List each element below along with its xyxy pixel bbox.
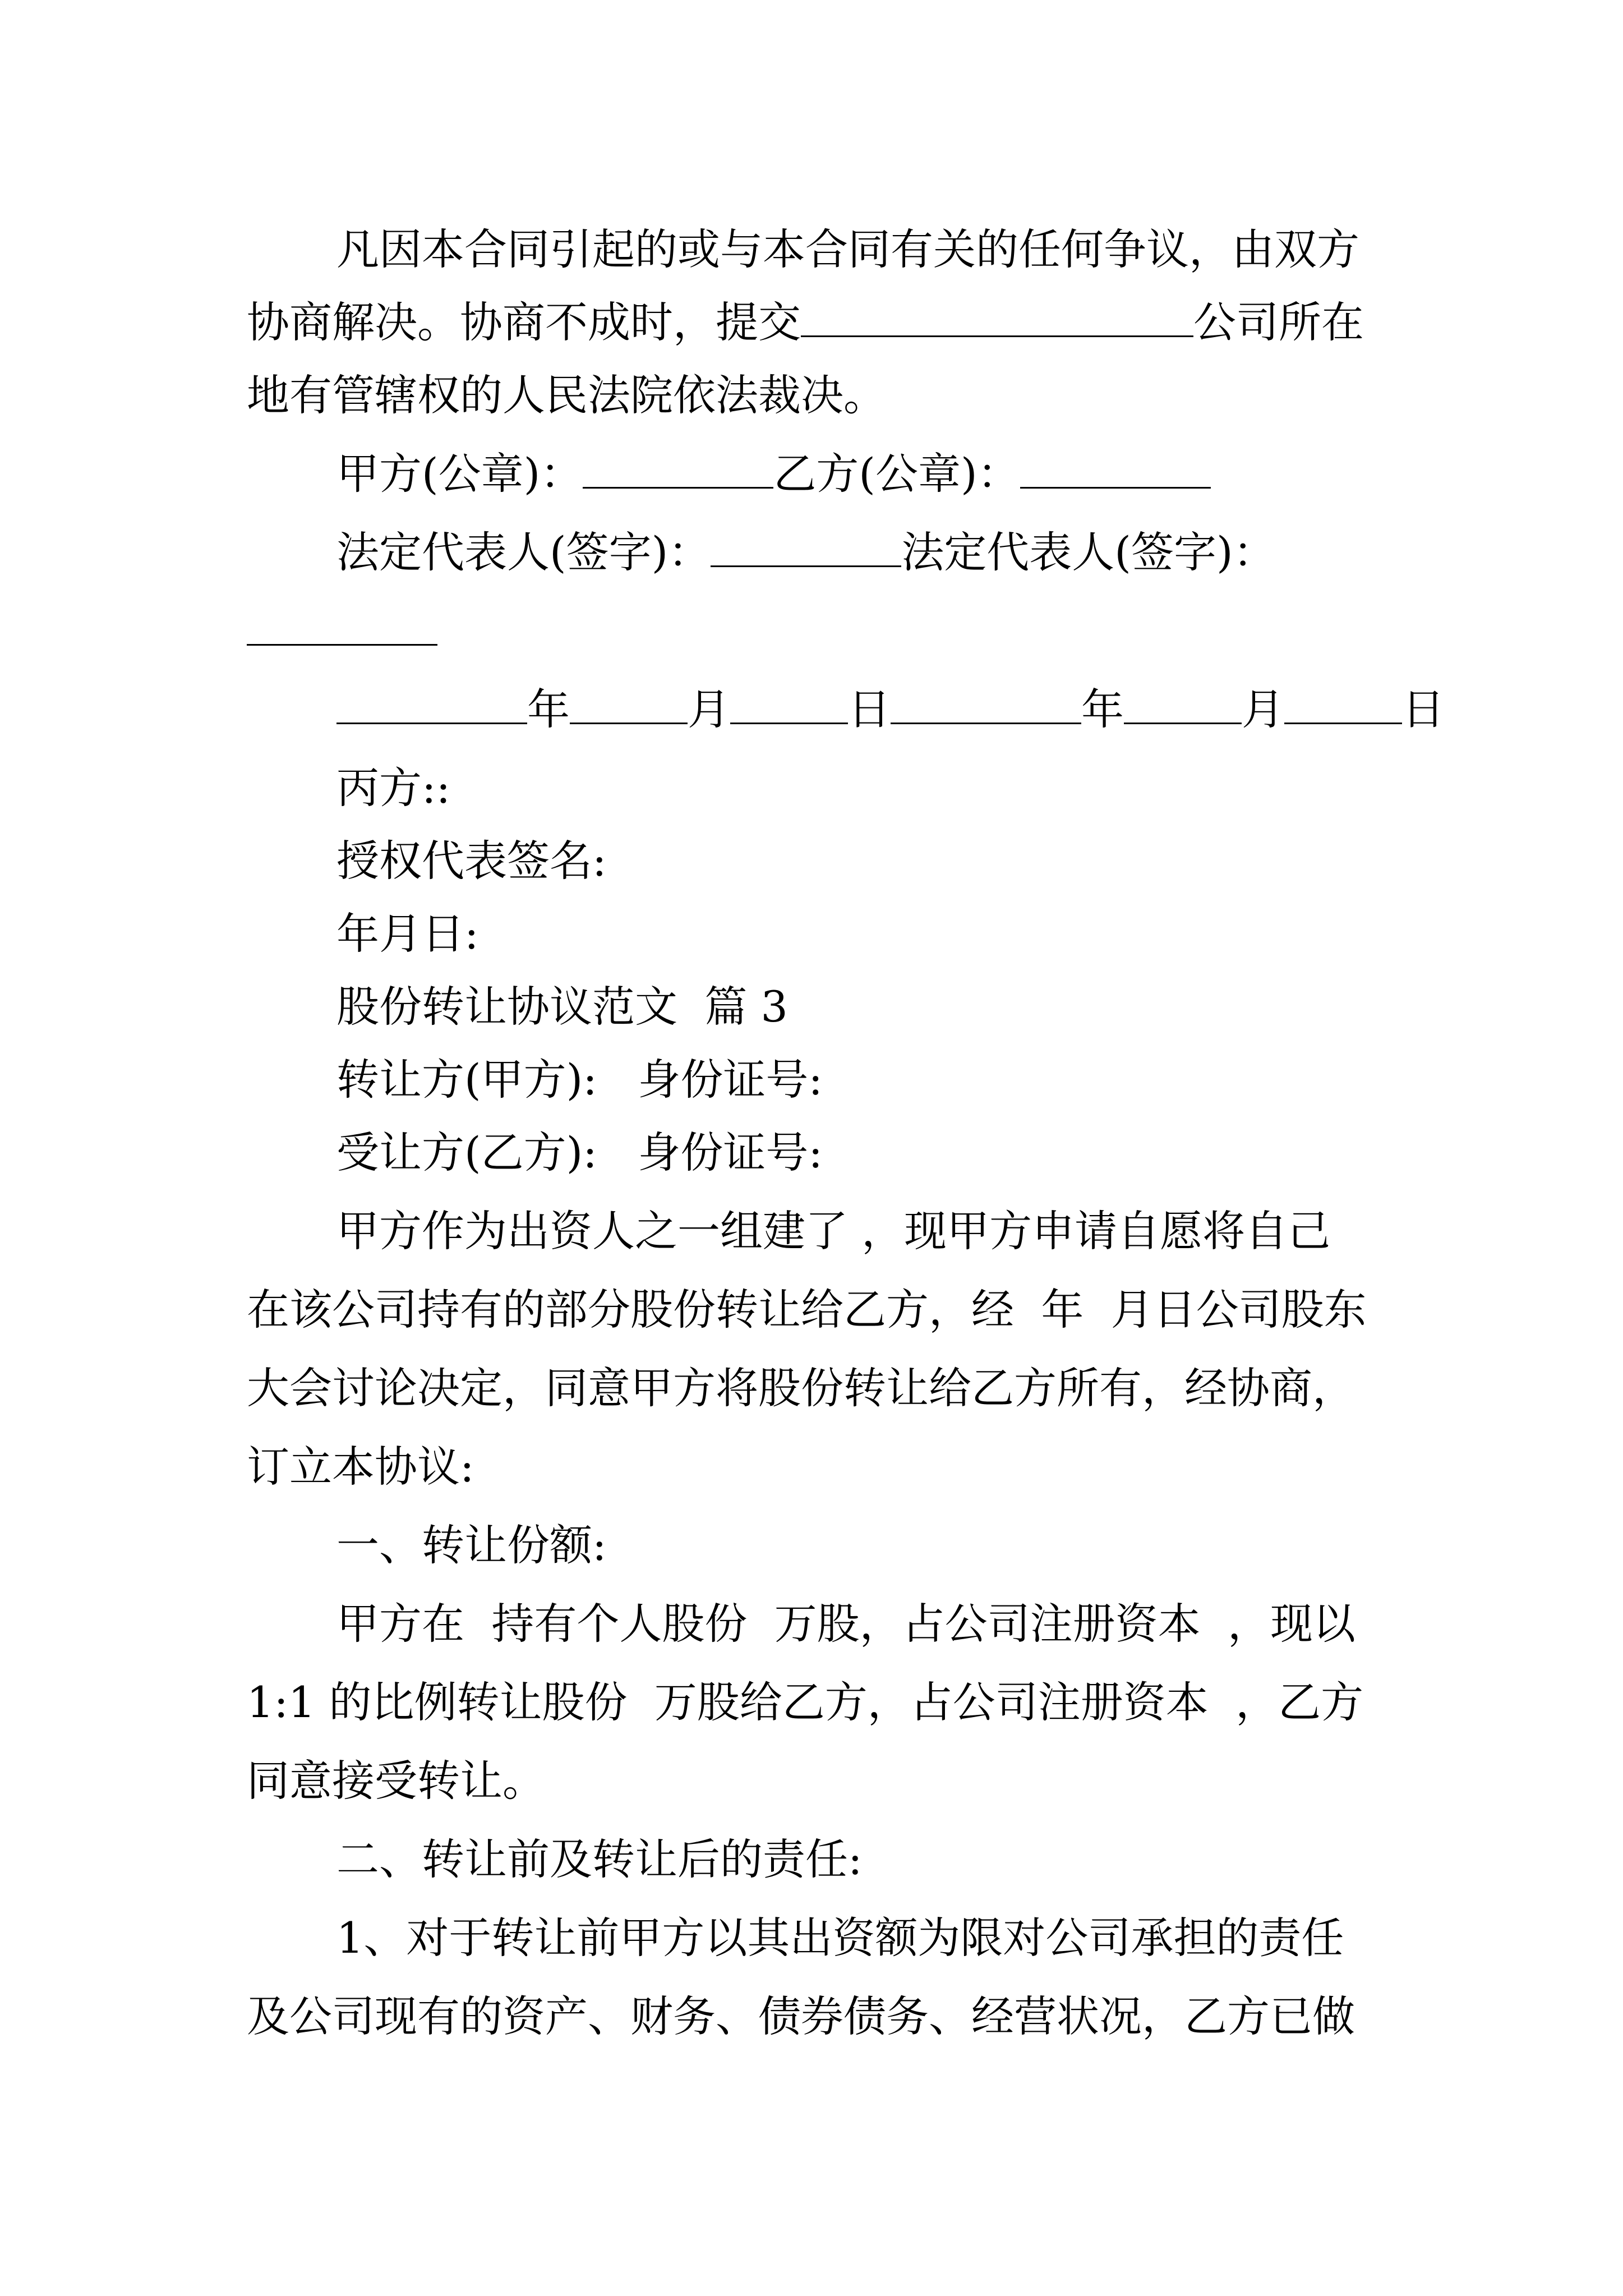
heading-responsibility: 二、转让前及转让后的责任: [336,1834,863,1884]
month-label: 月 [688,684,730,734]
legal-rep-b-label: 法定代表人(签字)： [901,527,1276,577]
text: 协商解决。协商不成时，提交 [247,297,801,347]
paragraph-line: 地有管辖权的人民法院依法裁决。 [247,370,886,420]
paragraph-line: 甲方作为出资人之一组建了 ，现甲方申请自愿将自己 [336,1206,1331,1256]
paragraph-line: 及公司现有的资产、财务、债券债务、经营状况，乙方已做 [247,1991,1355,2041]
party-c-line: 丙方:: [336,763,451,813]
paragraph-line: 1:1 的比例转让股份 万股给乙方，占公司注册资本 ，乙方 [247,1677,1364,1727]
auth-sign-line: 授权代表签名: [336,836,607,886]
day-label: 日 [1402,684,1445,734]
date-label-line: 年月日: [336,909,479,959]
year-label: 年 [1081,684,1124,734]
month-label: 月 [1242,684,1284,734]
party-a-seal-label: 甲方(公章)： [336,449,583,499]
fill-blank [1284,722,1402,724]
paragraph-line: 凡因本合同引起的或与本合同有关的任何争议，由双方 [336,224,1359,274]
fill-blank [570,722,688,724]
heading-transfer-share: 一、转让份额: [336,1520,607,1570]
blank-line [247,595,1391,668]
section-title: 股份转让协议范文 篇 3 [336,982,788,1032]
party-b-seal-label: 乙方(公章)： [773,449,1020,499]
fill-blank [891,722,1081,724]
fill-blank [711,565,901,567]
fill-blank [247,643,437,646]
fill-blank [336,722,527,724]
paragraph-line: 甲方在 持有个人股份 万股，占公司注册资本 ，现以 [336,1599,1355,1649]
paragraph-line: 1、对于转让前甲方以其出资额为限对公司承担的责任 [336,1913,1344,1963]
transferor-line: 转让方(甲方): 身份证号: [336,1055,823,1105]
legal-rep-line [336,516,1402,589]
legal-rep-a-label: 法定代表人(签字)： [336,527,711,577]
day-label: 日 [848,684,891,734]
fill-blank [730,722,848,724]
seal-line [336,438,1402,510]
text: 公司所在 [1193,297,1364,347]
paragraph-line [247,286,1391,359]
transferee-line: 受让方(乙方): 身份证号: [336,1128,823,1177]
date-line [336,673,1445,746]
paragraph-line: 大会讨论决定，同意甲方将股份转让给乙方所有，经协商， [247,1363,1355,1413]
fill-blank [1124,722,1242,724]
fill-blank [1020,486,1211,489]
fill-blank [583,486,773,489]
paragraph-line: 同意接受转让。 [247,1756,545,1806]
year-label: 年 [527,684,570,734]
paragraph-line: 在该公司持有的部分股份转让给乙方，经 年 月日公司股东 [247,1285,1367,1335]
fill-blank [801,335,1193,337]
paragraph-line: 订立本协议: [247,1442,474,1492]
